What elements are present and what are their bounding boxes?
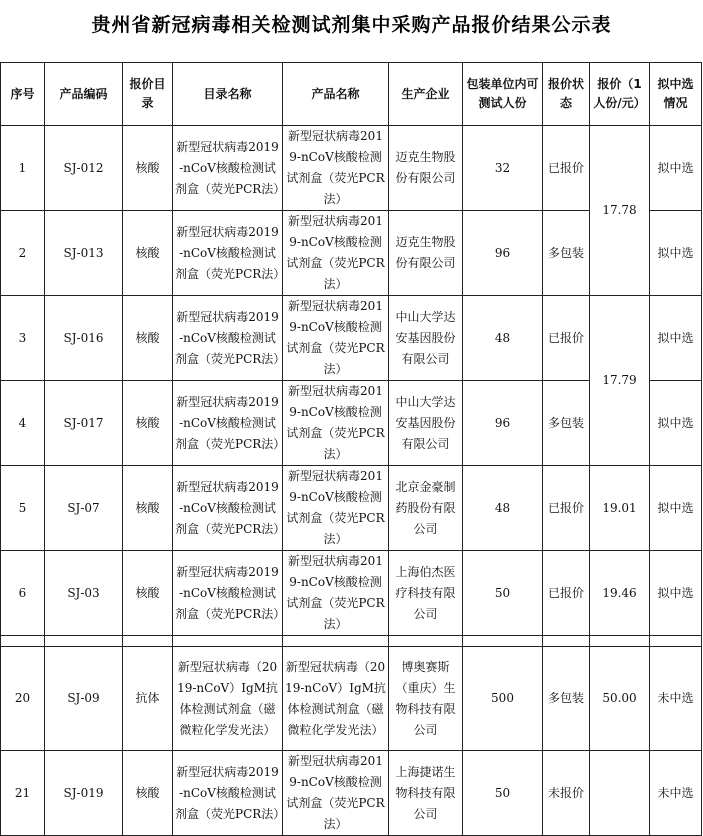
quote-catalog: 核酸 bbox=[123, 466, 173, 551]
price-cell bbox=[590, 751, 650, 836]
quote-catalog: 核酸 bbox=[123, 751, 173, 836]
header-cell: 报价（1人份/元） bbox=[590, 63, 650, 126]
quote-status: 已报价 bbox=[543, 551, 590, 636]
price-cell: 17.78 bbox=[590, 126, 650, 296]
selection-result: 拟中选 bbox=[650, 551, 702, 636]
catalog-name: 新型冠状病毒2019-nCoV核酸检测试剂盒（荧光PCR法） bbox=[173, 126, 283, 211]
quote-status: 多包装 bbox=[543, 211, 590, 296]
row-number: 20 bbox=[1, 647, 45, 751]
table-row bbox=[1, 126, 702, 211]
test-units: 500 bbox=[463, 647, 543, 751]
row-number: 6 bbox=[1, 551, 45, 636]
selection-result: 拟中选 bbox=[650, 296, 702, 381]
row-number: 21 bbox=[1, 751, 45, 836]
page-title: 贵州省新冠病毒相关检测试剂集中采购产品报价结果公示表 bbox=[91, 14, 612, 36]
test-units: 50 bbox=[463, 551, 543, 636]
product-name: 新型冠状病毒2019-nCoV核酸检测试剂盒（荧光PCR法） bbox=[283, 296, 389, 381]
row-number: 5 bbox=[1, 466, 45, 551]
results-table-container bbox=[0, 62, 703, 836]
manufacturer: 迈克生物股份有限公司 bbox=[389, 211, 463, 296]
catalog-name: 新型冠状病毒2019-nCoV核酸检测试剂盒（荧光PCR法） bbox=[173, 211, 283, 296]
header-cell: 报价目录 bbox=[123, 63, 173, 126]
manufacturer: 迈克生物股份有限公司 bbox=[389, 126, 463, 211]
quote-status: 未报价 bbox=[543, 751, 590, 836]
cropped-row-gap bbox=[1, 636, 702, 647]
header-cell: 拟中选情况 bbox=[650, 63, 702, 126]
catalog-name: 新型冠状病毒2019-nCoV核酸检测试剂盒（荧光PCR法） bbox=[173, 466, 283, 551]
header-cell: 包装单位内可测试人份 bbox=[463, 63, 543, 126]
product-code: SJ-03 bbox=[45, 551, 123, 636]
header-cell: 生产企业 bbox=[389, 63, 463, 126]
product-code: SJ-013 bbox=[45, 211, 123, 296]
table-row bbox=[1, 551, 702, 636]
product-name: 新型冠状病毒2019-nCoV核酸检测试剂盒（荧光PCR法） bbox=[283, 381, 389, 466]
quote-status: 已报价 bbox=[543, 126, 590, 211]
catalog-name: 新型冠状病毒2019-nCoV核酸检测试剂盒（荧光PCR法） bbox=[173, 381, 283, 466]
manufacturer: 博奥赛斯（重庆）生物科技有限公司 bbox=[389, 647, 463, 751]
table-row bbox=[1, 466, 702, 551]
quote-status: 多包装 bbox=[543, 381, 590, 466]
quote-status: 已报价 bbox=[543, 466, 590, 551]
row-number: 3 bbox=[1, 296, 45, 381]
quote-catalog: 核酸 bbox=[123, 296, 173, 381]
product-name: 新型冠状病毒2019-nCoV核酸检测试剂盒（荧光PCR法） bbox=[283, 551, 389, 636]
results-table bbox=[0, 62, 702, 836]
product-name: 新型冠状病毒2019-nCoV核酸检测试剂盒（荧光PCR法） bbox=[283, 751, 389, 836]
manufacturer: 北京金豪制药股份有限公司 bbox=[389, 466, 463, 551]
selection-result: 未中选 bbox=[650, 751, 702, 836]
quote-status: 已报价 bbox=[543, 296, 590, 381]
product-code: SJ-019 bbox=[45, 751, 123, 836]
selection-result: 拟中选 bbox=[650, 126, 702, 211]
product-code: SJ-07 bbox=[45, 466, 123, 551]
product-code: SJ-017 bbox=[45, 381, 123, 466]
product-name: 新型冠状病毒（2019-nCoV）IgM抗体检测试剂盒（磁微粒化学发光法） bbox=[283, 647, 389, 751]
manufacturer: 上海伯杰医疗科技有限公司 bbox=[389, 551, 463, 636]
header-cell: 报价状态 bbox=[543, 63, 590, 126]
price-cell: 50.00 bbox=[590, 647, 650, 751]
product-code: SJ-016 bbox=[45, 296, 123, 381]
catalog-name: 新型冠状病毒（2019-nCoV）IgM抗体检测试剂盒（磁微粒化学发光法） bbox=[173, 647, 283, 751]
product-name: 新型冠状病毒2019-nCoV核酸检测试剂盒（荧光PCR法） bbox=[283, 126, 389, 211]
row-number: 2 bbox=[1, 211, 45, 296]
table-header-row bbox=[1, 63, 702, 126]
header-cell: 目录名称 bbox=[173, 63, 283, 126]
catalog-name: 新型冠状病毒2019-nCoV核酸检测试剂盒（荧光PCR法） bbox=[173, 751, 283, 836]
quote-status: 多包装 bbox=[543, 647, 590, 751]
row-number: 1 bbox=[1, 126, 45, 211]
quote-catalog: 核酸 bbox=[123, 381, 173, 466]
table-row bbox=[1, 751, 702, 836]
test-units: 32 bbox=[463, 126, 543, 211]
table-row bbox=[1, 296, 702, 381]
table-row bbox=[1, 647, 702, 751]
catalog-name: 新型冠状病毒2019-nCoV核酸检测试剂盒（荧光PCR法） bbox=[173, 551, 283, 636]
test-units: 48 bbox=[463, 296, 543, 381]
quote-catalog: 核酸 bbox=[123, 551, 173, 636]
quote-catalog: 核酸 bbox=[123, 126, 173, 211]
manufacturer: 中山大学达安基因股份有限公司 bbox=[389, 381, 463, 466]
selection-result: 拟中选 bbox=[650, 466, 702, 551]
row-number: 4 bbox=[1, 381, 45, 466]
product-code: SJ-09 bbox=[45, 647, 123, 751]
selection-result: 拟中选 bbox=[650, 381, 702, 466]
header-cell: 序号 bbox=[1, 63, 45, 126]
test-units: 96 bbox=[463, 211, 543, 296]
test-units: 96 bbox=[463, 381, 543, 466]
header-cell: 产品名称 bbox=[283, 63, 389, 126]
quote-catalog: 抗体 bbox=[123, 647, 173, 751]
selection-result: 未中选 bbox=[650, 647, 702, 751]
product-name: 新型冠状病毒2019-nCoV核酸检测试剂盒（荧光PCR法） bbox=[283, 211, 389, 296]
test-units: 50 bbox=[463, 751, 543, 836]
price-cell: 19.01 bbox=[590, 466, 650, 551]
quote-catalog: 核酸 bbox=[123, 211, 173, 296]
manufacturer: 中山大学达安基因股份有限公司 bbox=[389, 296, 463, 381]
price-cell: 19.46 bbox=[590, 551, 650, 636]
price-cell: 17.79 bbox=[590, 296, 650, 466]
header-cell: 产品编码 bbox=[45, 63, 123, 126]
product-code: SJ-012 bbox=[45, 126, 123, 211]
product-name: 新型冠状病毒2019-nCoV核酸检测试剂盒（荧光PCR法） bbox=[283, 466, 389, 551]
selection-result: 拟中选 bbox=[650, 211, 702, 296]
manufacturer: 上海捷诺生物科技有限公司 bbox=[389, 751, 463, 836]
test-units: 48 bbox=[463, 466, 543, 551]
catalog-name: 新型冠状病毒2019-nCoV核酸检测试剂盒（荧光PCR法） bbox=[173, 296, 283, 381]
